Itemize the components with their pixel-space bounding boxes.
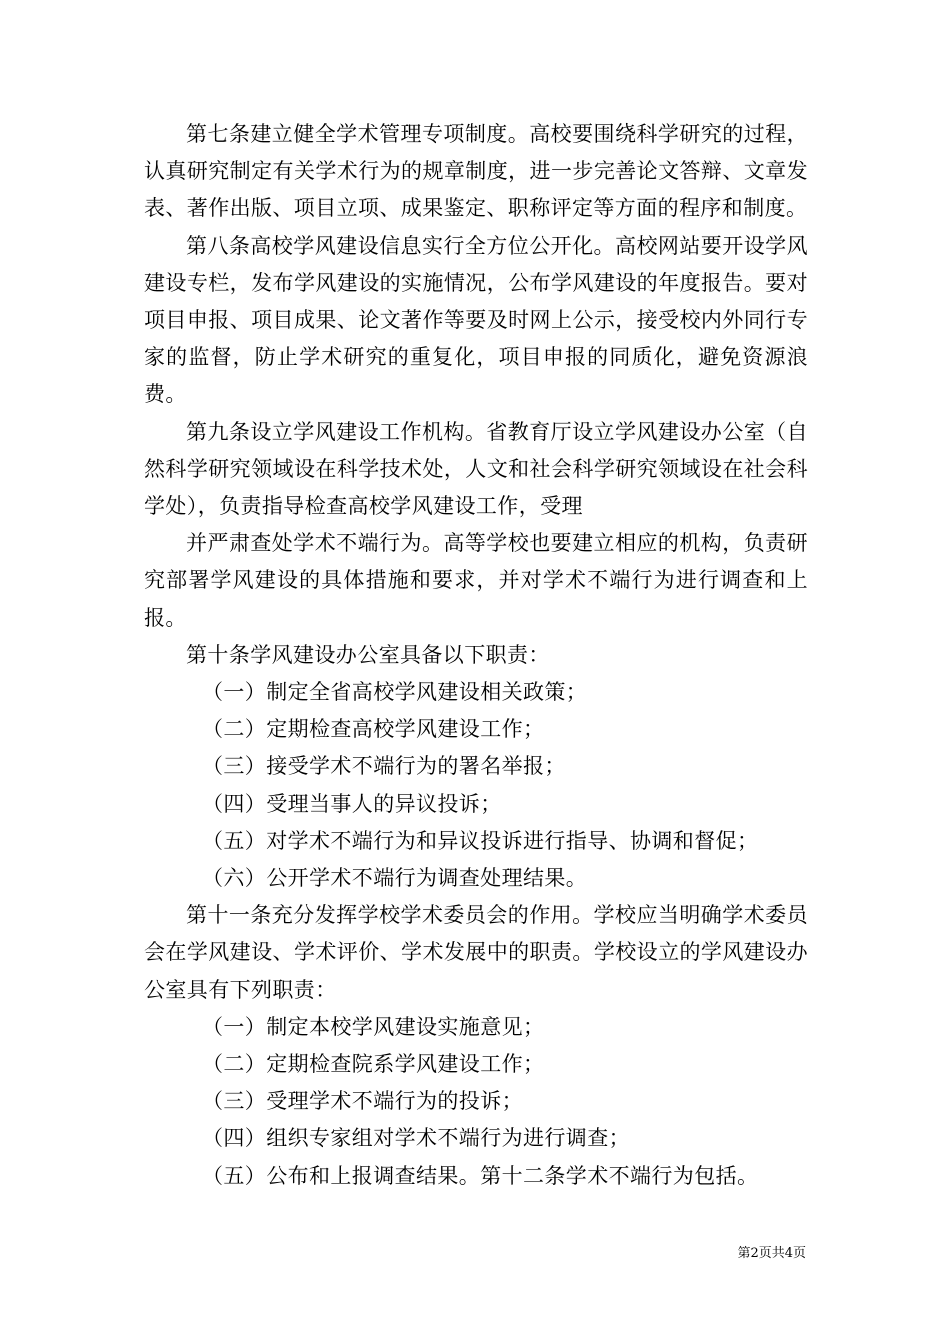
article-8-paragraph: 第八条高校学风建设信息实行全方位公开化。高校网站要开设学风建设专栏，发布学风建设的实施情况，公布学风建设的年度报告。要对项目申报、项目成果、论文著作等要及时网上公示，接受校内外同行专家的监督，防止学术研究的重复化，项目申报的同质化，避免资源浪费。: [144, 233, 808, 407]
list-item: （一）制定全省高校学风建设相关政策；: [202, 680, 588, 705]
article-7-paragraph: 第七条建立健全学术管理专项制度。高校要围绕科学研究的过程，认真研究制定有关学术行为的规章制度，进一步完善论文答辩、文章发表、著作出版、项目立项、成果鉴定、职称评定等方面的程序和制度。: [144, 122, 808, 221]
article-10-duty-list: [144, 674, 808, 897]
list-item: （四）组织专家组对学术不端行为进行调查；: [202, 1126, 630, 1151]
list-item: （四）受理当事人的异议投诉；: [202, 791, 502, 816]
list-item: （五）公布和上报调查结果。第十二条学术不端行为包括。: [202, 1163, 759, 1188]
list-item: （六）公开学术不端行为调查处理结果。: [202, 866, 588, 891]
list-item: （三）受理学术不端行为的投诉；: [202, 1089, 523, 1114]
document-body: [144, 116, 808, 1195]
article-11-paragraph: 第十一条充分发挥学校学术委员会的作用。学校应当明确学术委员会在学风建设、学术评价、学术发展中的职责。学校设立的学风建设办公室具有下列职责：: [144, 903, 808, 1002]
list-item: （二）定期检查院系学风建设工作；: [202, 1052, 545, 1077]
list-item: （一）制定本校学风建设实施意见；: [202, 1014, 545, 1039]
page-number-footer: 第2页共4页: [737, 1246, 806, 1261]
article-11-duty-list: [144, 1009, 808, 1195]
article-9-continuation-paragraph: 并严肃查处学术不端行为。高等学校也要建立相应的机构，负责研究部署学风建设的具体措施和要求，并对学术不端行为进行调查和上报。: [144, 531, 808, 630]
article-10-paragraph: 第十条学风建设办公室具备以下职责：: [186, 642, 550, 667]
article-9-paragraph: 第九条设立学风建设工作机构。省教育厅设立学风建设办公室（自然科学研究领域设在科学技术处，人文和社会科学研究领域设在社会科学处），负责指导检查高校学风建设工作，受理: [144, 419, 808, 519]
list-item: （二）定期检查高校学风建设工作；: [202, 717, 545, 742]
list-item: （五）对学术不端行为和异议投诉进行指导、协调和督促；: [202, 828, 759, 853]
list-item: （三）接受学术不端行为的署名举报；: [202, 754, 566, 779]
